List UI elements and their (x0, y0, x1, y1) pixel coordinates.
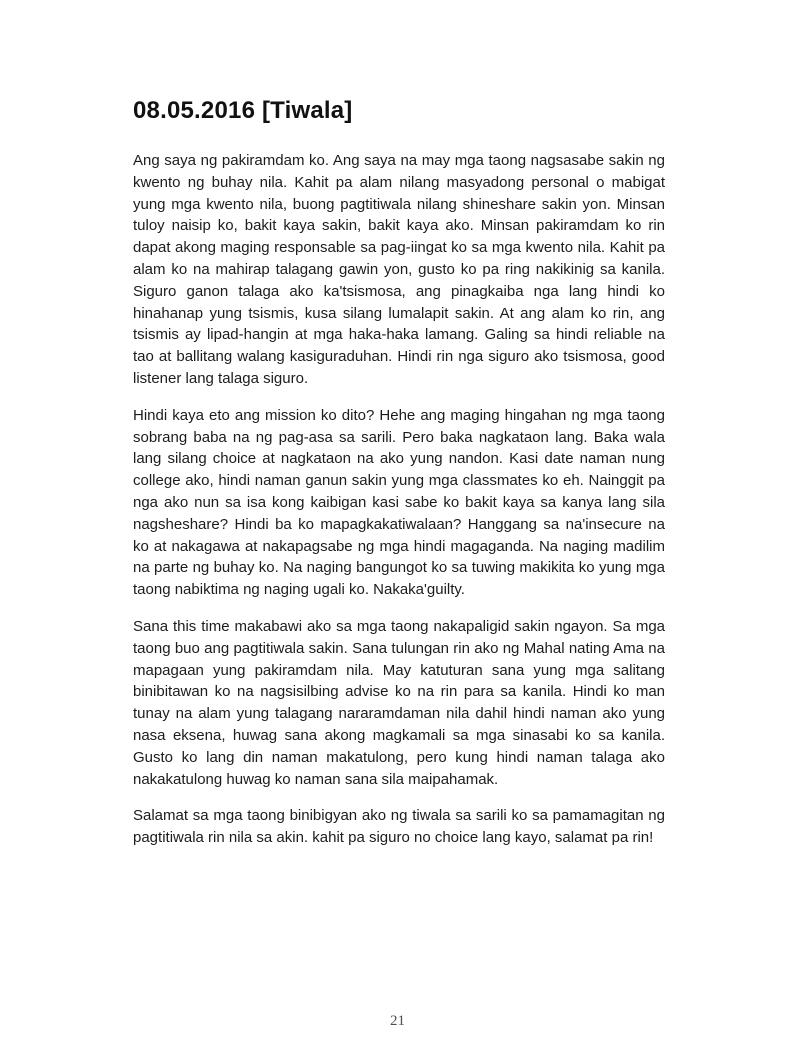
page-footer (0, 1012, 795, 1030)
entry-paragraph-1: Ang saya ng pakiramdam ko. Ang saya na may mga taong nagsasabe sakin ng kwento ng buhay nila. Kahit pa alam nilang masyadong personal o mabigat yung mga kwento nila, buong pagtitiwala nilang shineshare sakin yon. Minsan tuloy naisip ko, bakit kaya sakin, bakit kaya ako. Minsan pakiramdam ko rin dapat akong maging responsable sa pag-iingat ko sa mga kwento nila. Kahit pa alam ko na mahirap talagang gawin yon, gusto ko pa ring nakikinig sa kanila. Siguro ganon talaga ako ka'tsismosa, ang pinagkaiba nga lang hindi ko hinahanap yung tsismis, kusa silang lumalapit sakin. At ang alam ko rin, ang tsismis ay lipad-hangin at mga haka-haka lamang. Galing sa hindi reliable na tao at ballitang walang kasiguraduhan. Hindi rin nga siguro ako tsismosa, good listener lang talaga siguro. (133, 152, 665, 387)
entry-paragraph-2: Hindi kaya eto ang mission ko dito? Hehe ang maging hingahan ng mga taong sobrang baba na ng pag-asa sa sarili. Pero baka nagkataon lang. Baka wala lang silang choice at nagkataon na ako yung nandon. Kasi date naman nung college ako, hindi naman ganun sakin yung mga classmates ko eh. Nainggit pa nga ako nun sa isa kong kaibigan kasi sabe ko bakit kaya sa kanya lang sila nagsheshare? Hindi ba ko mapagkakatiwalaan? Hanggang sa na'insecure na ko at nakagawa at nakapagsabe ng mga hindi magaganda. Na naging madilim na parte ng buhay ko. Na naging bangungot ko sa tuwing makikita ko yung mga taong nabiktima ng naging ugali ko. Nakaka'guilty. (133, 406, 665, 599)
page-number: 21 (390, 1013, 405, 1029)
entry-content (133, 97, 665, 864)
entry-paragraph-3: Sana this time makabawi ako sa mga taong nakapaligid sakin ngayon. Sa mga taong buo ang pagtitiwala sakin. Sana tulungan rin ako ng Mahal nating Ama na mapagaan yung pakiramdam nila. May katuturan sana yung mga salitang binibitawan ko na nagsisilbing advise ko na rin para sa kanila. Hindi ko man tunay na alam yung talagang nararamdaman nila dahil hindi naman ako yung nasa eksena, huwag sana akong magkamali sa mga sinasabi ko sa kanila. Gusto ko lang din naman makatulong, pero kung hindi naman talaga ako nakakatulong huwag ko naman sana sila maipahamak. (133, 617, 665, 788)
entry-title: 08.05.2016 [Tiwala] (133, 97, 353, 124)
entry-paragraph-4: Salamat sa mga taong binibigyan ako ng tiwala sa sarili ko sa pamamagitan ng pagtitiwala rin nila sa akin. kahit pa siguro no choice lang kayo, salamat pa rin! (133, 807, 665, 847)
